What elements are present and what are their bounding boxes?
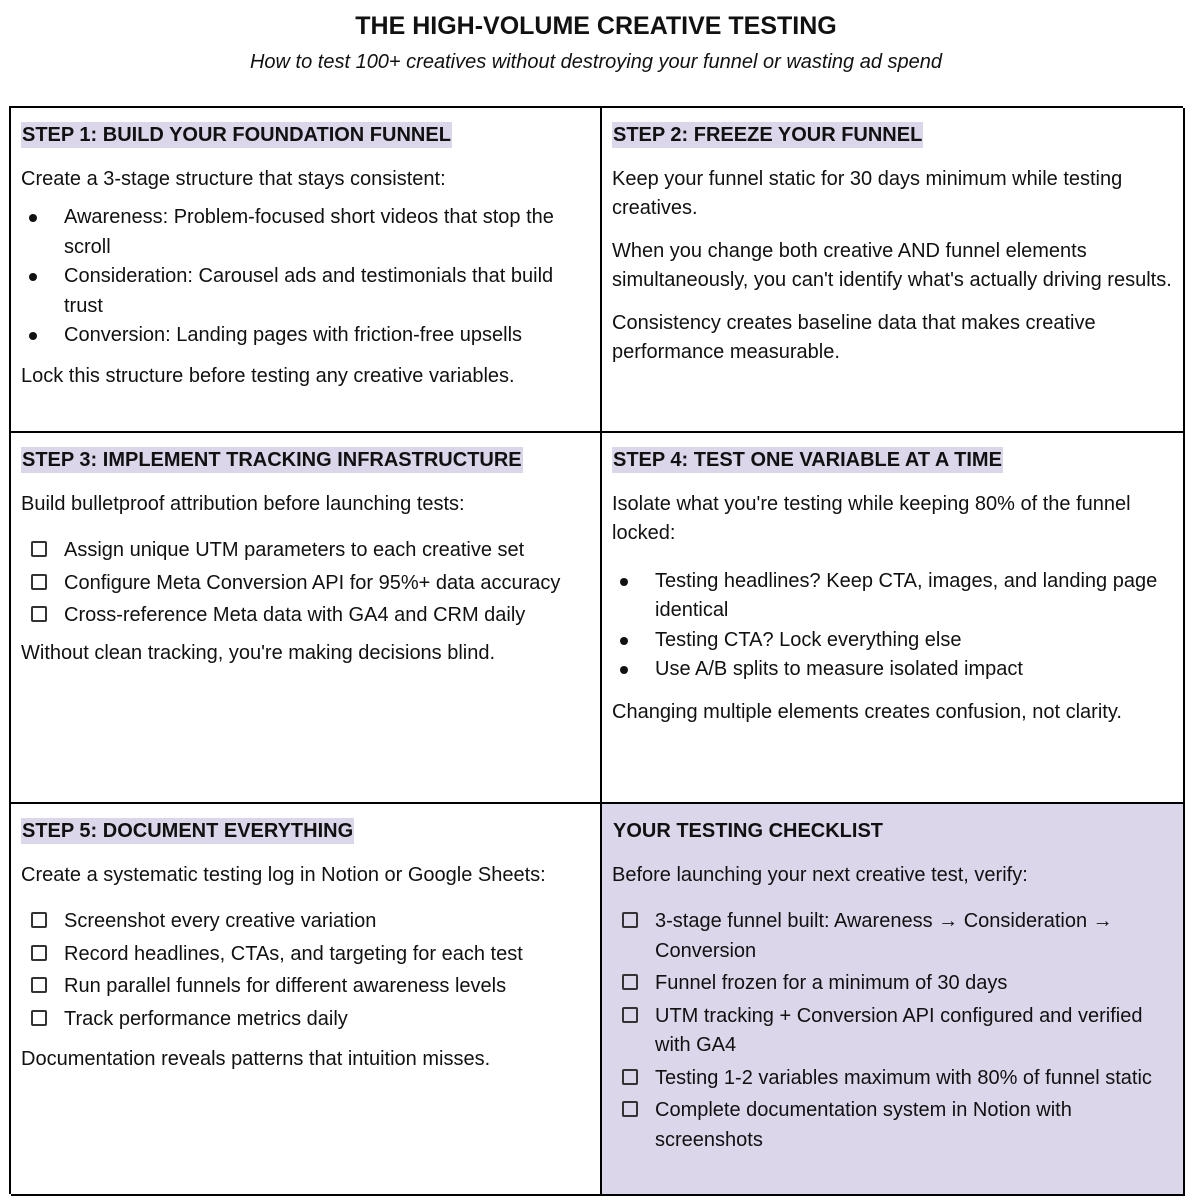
checklist-panel-intro: Before launching your next creative test, verify: bbox=[612, 863, 1028, 886]
step5-checklist bbox=[21, 907, 590, 1034]
checklist-item bbox=[612, 1002, 1173, 1061]
checkbox[interactable] bbox=[31, 1010, 47, 1026]
checkbox[interactable] bbox=[622, 1101, 638, 1117]
checklist-item-label: UTM tracking + Conversion API configured and verified with GA4 bbox=[655, 1004, 1143, 1056]
step5-heading: STEP 5: DOCUMENT EVERYTHING bbox=[22, 820, 354, 842]
step4-heading: STEP 4: TEST ONE VARIABLE AT A TIME bbox=[613, 449, 1002, 471]
checkbox[interactable] bbox=[31, 574, 47, 590]
checkbox[interactable] bbox=[31, 945, 47, 961]
step4-outro: Changing multiple elements creates confusion, not clarity. bbox=[612, 700, 1122, 723]
step3-checklist bbox=[21, 536, 590, 631]
bullet-item: Testing CTA? Lock everything else bbox=[612, 626, 1173, 656]
steps-grid bbox=[9, 106, 1183, 1194]
step2-paragraph: Keep your funnel static for 30 days minimum while testing creatives. bbox=[612, 167, 1123, 219]
checkbox[interactable] bbox=[31, 541, 47, 557]
checklist-item bbox=[612, 907, 1173, 966]
checklist-item bbox=[21, 940, 590, 970]
bullet-item: Testing headlines? Keep CTA, images, and landing page identical bbox=[612, 567, 1173, 626]
step4-cell bbox=[602, 433, 1185, 804]
bullet-item: Awareness: Problem-focused short videos that stop the scroll bbox=[21, 203, 590, 262]
bullet-item: Conversion: Landing pages with friction-free upsells bbox=[21, 321, 590, 351]
page-title: THE HIGH-VOLUME CREATIVE TESTING bbox=[355, 12, 837, 40]
checklist-item-label: Funnel frozen for a minimum of 30 days bbox=[655, 972, 1008, 994]
checklist-item-label: 3-stage funnel built: Awareness → Consideration → Conversion bbox=[655, 910, 1113, 962]
step5-cell bbox=[11, 804, 602, 1196]
checklist-item bbox=[21, 972, 590, 1002]
checklist-panel-heading: YOUR TESTING CHECKLIST bbox=[613, 820, 884, 842]
checklist-item-label: Configure Meta Conversion API for 95%+ data accuracy bbox=[64, 571, 561, 594]
checklist-item bbox=[21, 536, 590, 566]
checklist-item-label: Complete documentation system in Notion with screenshots bbox=[655, 1099, 1072, 1151]
checklist-item-label: Record headlines, CTAs, and targeting for each test bbox=[64, 942, 523, 965]
checkbox[interactable] bbox=[622, 912, 638, 928]
final-checklist bbox=[612, 907, 1173, 1155]
step3-cell bbox=[11, 433, 602, 804]
step1-outro: Lock this structure before testing any creative variables. bbox=[21, 364, 515, 387]
checklist-item bbox=[612, 969, 1173, 999]
checklist-item bbox=[21, 1005, 590, 1035]
checklist-item-label: Track performance metrics daily bbox=[64, 1007, 348, 1030]
checklist-item-label: Testing 1-2 variables maximum with 80% of funnel static bbox=[655, 1066, 1152, 1089]
step3-heading: STEP 3: IMPLEMENT TRACKING INFRASTRUCTURE bbox=[22, 449, 522, 471]
bullet-item: Use A/B splits to measure isolated impact bbox=[612, 655, 1173, 685]
step2-paragraph: When you change both creative AND funnel elements simultaneously, you can't identify what's actually driving results. bbox=[612, 239, 1172, 291]
checklist-item bbox=[21, 601, 590, 631]
step4-bullet-list bbox=[612, 567, 1173, 685]
bullet-item: Consideration: Carousel ads and testimonials that build trust bbox=[21, 262, 590, 321]
step5-intro: Create a systematic testing log in Notion or Google Sheets: bbox=[21, 863, 546, 886]
step3-intro: Build bulletproof attribution before launching tests: bbox=[21, 492, 465, 515]
checkbox[interactable] bbox=[31, 606, 47, 622]
checkbox[interactable] bbox=[31, 977, 47, 993]
checkbox[interactable] bbox=[622, 974, 638, 990]
checklist-item bbox=[612, 1064, 1173, 1094]
checklist-item-label: Assign unique UTM parameters to each creative set bbox=[64, 539, 525, 561]
step1-heading: STEP 1: BUILD YOUR FOUNDATION FUNNEL bbox=[22, 124, 451, 146]
step2-paragraph: Consistency creates baseline data that makes creative performance measurable. bbox=[612, 311, 1096, 363]
checkbox[interactable] bbox=[31, 912, 47, 928]
checklist-panel bbox=[602, 804, 1185, 1196]
checklist-item bbox=[21, 569, 590, 599]
checklist-item bbox=[21, 907, 590, 937]
step1-bullet-list bbox=[21, 203, 590, 351]
step2-cell bbox=[602, 108, 1185, 433]
step3-outro: Without clean tracking, you're making decisions blind. bbox=[21, 641, 496, 664]
checklist-item-label: Run parallel funnels for different awareness levels bbox=[64, 975, 507, 997]
step1-cell bbox=[11, 108, 602, 433]
checklist-item-label: Screenshot every creative variation bbox=[64, 910, 377, 932]
checkbox[interactable] bbox=[622, 1069, 638, 1085]
checkbox[interactable] bbox=[622, 1007, 638, 1023]
step2-heading: STEP 2: FREEZE YOUR FUNNEL bbox=[613, 124, 923, 146]
page-subtitle: How to test 100+ creatives without destroying your funnel or wasting ad spend bbox=[249, 51, 943, 73]
step4-intro: Isolate what you're testing while keeping 80% of the funnel locked: bbox=[612, 492, 1131, 544]
checklist-item-label: Cross-reference Meta data with GA4 and CRM daily bbox=[64, 604, 526, 626]
step1-intro: Create a 3-stage structure that stays consistent: bbox=[21, 167, 446, 190]
step5-outro: Documentation reveals patterns that intuition misses. bbox=[21, 1048, 491, 1070]
checklist-item bbox=[612, 1096, 1173, 1155]
